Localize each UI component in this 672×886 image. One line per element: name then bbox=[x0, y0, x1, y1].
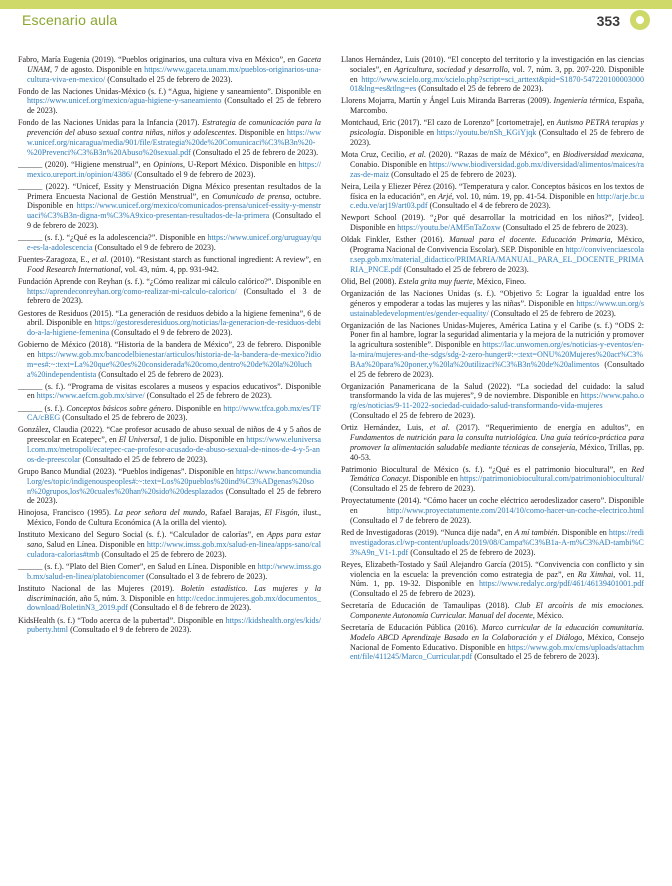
reference-text: Gobierno de México (2018). “Historia de la bandera de México”, 23 de febrero. Disponible en bbox=[18, 340, 321, 359]
reference-text: Secretaría de Educación Pública (2016). bbox=[341, 623, 482, 633]
reference-text: González, Claudia (2022). “Cae profesor acusado de abuso sexual de niños de 4 y 5 años de preescolar en Ecatepec”, en bbox=[18, 425, 321, 445]
reference-entry bbox=[341, 118, 644, 147]
reference-entry bbox=[18, 309, 321, 338]
reference-text: Patrimonio Biocultural de México (s. f.). “¿Qué es el patrimonio biocultural”, en bbox=[341, 464, 632, 474]
reference-italic-title: Manual para el docente. Educación Primaria bbox=[449, 235, 611, 245]
reference-text: (Consultado el 25 de febrero de 2023). bbox=[60, 413, 188, 423]
reference-italic-title: Fundamentos de nutrición para la consulta nutriológica. Una guía teórico-práctica para promover la alimentación saludable mediante técnicas de consejería bbox=[350, 432, 644, 452]
reference-italic-title: Boletín estadístico. Las mujeres y la discriminación bbox=[27, 583, 321, 603]
reference-text: , 1 de julio. Disponible en bbox=[159, 435, 247, 445]
reference-text: (Consultado el 25 de febrero de 2023). bbox=[408, 547, 536, 557]
reference-entry bbox=[18, 182, 321, 231]
reference-text: Red de Investigadoras (2019). “Nunca dije nada”, en bbox=[341, 528, 515, 538]
reference-link[interactable]: https://www.bancomundial.org/es/topic/indigenouspeoples#:~:text=Los%20pueblos%20ind%C3%ADgenas%20son%20grupos,los%20cuales%20han%20sido%20desplazados bbox=[27, 466, 321, 496]
reference-entry bbox=[18, 584, 321, 613]
reference-text: (2010). “Resistant starch as functional ingredient: A review”, en bbox=[108, 254, 321, 264]
reference-italic-title: Red Temática Conacyt bbox=[350, 464, 644, 484]
reference-text: , México, Trillas, pp. 40-53. bbox=[350, 442, 644, 462]
reference-text: Oldak Finkler, Esther (2016). bbox=[341, 235, 450, 245]
reference-entry bbox=[341, 182, 644, 211]
reference-text: Neira, Leila y Eliezer Pérez (2016). “Temperatura y calor. Conceptos básicos en los textos de física en la educación”, en bbox=[341, 181, 644, 201]
reference-text: Proyectatumente (2014). “Cómo hacer un coche eléctrico aerodeslizador casero”. Disponible en bbox=[341, 496, 644, 516]
reference-text: (Consultado el 25 de febrero de 2023). bbox=[190, 147, 319, 157]
reference-text: (Consultado el 25 de febrero de 2023). bbox=[144, 391, 272, 401]
reference-text: (Consultado el 25 de febrero de 2023). bbox=[488, 308, 616, 318]
reference-text: ______ (s. f.). “¿Qué es la adolescencia?”. Disponible en bbox=[18, 233, 208, 243]
reference-link[interactable]: https://redinvestigadoras.cl/wp-content/uploads/2019/08/Campa%C3%B1a-A-m%C3%AD-tambi%C3%A9n_V1-1.pdf bbox=[350, 528, 644, 557]
references-left-column bbox=[18, 55, 321, 637]
reference-text: (Consultado el 9 de febrero de 2023). bbox=[132, 169, 256, 179]
reference-link[interactable]: https://mexico.ureport.in/opinion/4386/ bbox=[27, 159, 321, 179]
reference-text: Olid, Bel (2008). bbox=[341, 276, 399, 286]
reference-text: (Consultado el 25 de febrero de 2023). bbox=[96, 369, 224, 379]
reference-link[interactable]: https://www.unicef.org/mexico/agua-higiene-y-saneamiento bbox=[27, 96, 222, 106]
reference-italic-title: Food Research International bbox=[27, 264, 121, 274]
reference-link[interactable]: https://www.unicef.org/nicaragua/media/901/file/Estrategia%20de%20Comunicaci%C3%B3n%20-%20Prevenci%C3%B3n%20Abuso%20sexual.pdf bbox=[27, 128, 321, 157]
reference-link[interactable]: https://www.aefcm.gob.mx/sirve/ bbox=[36, 391, 145, 401]
reference-entry bbox=[341, 277, 644, 287]
reference-text: , Rafael Barajas, bbox=[205, 508, 265, 518]
reference-link[interactable]: https://www.unicef.org/mexico/comunicados-prensa/unicef-essity-y-menstruaci%C3%B3n-digna-m%C3%A9xico-presentan-resultados-de-la-primera bbox=[27, 201, 321, 221]
reference-text: Secretaría de Educación de Tamaulipas (2018). bbox=[341, 601, 515, 611]
reference-text: (Consultado el 25 de febrero de 2023). bbox=[472, 652, 600, 662]
reference-entry bbox=[18, 467, 321, 506]
reference-text: (Consultado el 3 de febrero de 2023). bbox=[27, 286, 321, 306]
reference-text: (Consultado el 9 de febrero de 2023). bbox=[109, 328, 233, 338]
references-body bbox=[18, 55, 654, 875]
reference-text: Montchaud, Eric (2017). “El cazo de Lorenzo” [cortometraje], en bbox=[341, 118, 557, 128]
reference-entry bbox=[341, 623, 644, 662]
reference-text: (Consultado el 4 de febrero de 2023). bbox=[427, 201, 551, 211]
reference-text: Llanos Hernández, Luis (2010). “El concepto del territorio y la investigación en las ciencias sociales”, en bbox=[341, 55, 644, 74]
reference-link[interactable]: https://www.un.org/sustainabledevelopment/es/gender-equality/ bbox=[350, 298, 644, 318]
reference-link[interactable]: https://youtu.be/nSh_KGiYjqk bbox=[436, 128, 537, 138]
reference-italic-title: et al. bbox=[409, 150, 427, 160]
reference-entry bbox=[18, 382, 321, 402]
reference-text: (Consultado el 3 de febrero de 2023). bbox=[144, 571, 268, 581]
reference-text: Instituto Nacional de las Mujeres (2019). bbox=[18, 583, 181, 593]
reference-text: (Consultado el 25 de febrero de 2023). bbox=[350, 484, 476, 494]
reference-text: Organización Panamericana de la Salud (2022). “La sociedad del cuidado: la salud transformando la vida de las mujeres”, 9 de noviembre. Disponible en bbox=[341, 381, 644, 401]
reference-italic-title: Arjé bbox=[437, 191, 452, 201]
reference-text: ______ (s. f.). “Programa de visitas escolares a museos y espacios educativos”. Disponible en bbox=[18, 381, 321, 401]
reference-italic-title: Biodiversidad mexicana bbox=[562, 150, 642, 160]
reference-entry bbox=[341, 601, 644, 621]
reference-text: (Consultado el 25 de febrero de 2023). bbox=[500, 223, 628, 233]
reference-italic-title: et al. bbox=[91, 254, 109, 264]
reference-text: (Consultado el 25 de febrero de 2023). bbox=[80, 454, 208, 464]
reference-link[interactable]: https://www.redalyc.org/pdf/461/46139401001.pdf bbox=[478, 579, 644, 589]
reference-link[interactable]: https://aprendeconreyhan.org/como-realizar-mi-calculo-calorico/ bbox=[27, 286, 237, 296]
reference-text: (2017). “Requerimiento de energía en adultos”, en bbox=[449, 423, 644, 433]
reference-entry bbox=[341, 382, 644, 421]
reference-italic-title: Club El arcoíris de mis emociones. Componente Autonomía Curricular. Manual del docente bbox=[350, 601, 645, 620]
reference-entry bbox=[341, 289, 644, 318]
reference-italic-title: Gaceta UNAM bbox=[27, 55, 321, 74]
reference-text: Fondo de las Naciones Unidas-México (s. f.) “Agua, higiene y saneamiento”. Disponible en bbox=[18, 86, 321, 96]
reference-entry bbox=[18, 255, 321, 275]
reference-text: (Consultado el 25 de febrero de 2023). bbox=[27, 486, 321, 506]
reference-text: , México. bbox=[532, 610, 564, 620]
reference-text: , año 5, núm. 3. Disponible en bbox=[75, 593, 177, 603]
reference-text: ______ (s. f.). bbox=[18, 403, 67, 413]
reference-text: ______ (2020). “Higiene menstrual”, en bbox=[18, 159, 154, 169]
reference-text: , España, Marcombo. bbox=[350, 96, 644, 116]
reference-entry bbox=[341, 321, 644, 380]
reference-text: (Consultado el 25 de febrero de 2023). bbox=[27, 96, 321, 116]
reference-text: (Consultado el 25 de febrero de 2023). bbox=[401, 264, 529, 274]
reference-italic-title: et al. bbox=[429, 423, 450, 433]
reference-text: Llorens Mojarra, Martín y Ángel Luis Miranda Barreras (2009). bbox=[341, 96, 554, 106]
reference-link[interactable]: https://www.unicef.org/uruguay/que-es-la-adolescencia bbox=[27, 233, 321, 252]
reference-link[interactable]: https://lac.unwomen.org/es/noticias-y-eventos/en-la-mira/mujeres-and-the-sdgs/sdg-2-zero-hunger#:~:text=ONU%20Mujeres%20act%C3%BAa%20para%20poner,y%20la%20utilizaci%C3%B3n%20de%20alimentos bbox=[350, 340, 644, 369]
reference-text: , 7 de agosto. Disponible en bbox=[49, 64, 145, 74]
reference-link[interactable]: http://www.imss.gob.mx/salud-en-linea/apps-sano/calculadora-calorias#tmb bbox=[27, 540, 321, 559]
reference-text: Grupo Banco Mundial (2023). “Pueblos indígenas”. Disponible en bbox=[18, 466, 236, 476]
reference-link[interactable]: http://convivenciaescolar.sep.gob.mx/material_didactico/PRIMARIA/MANUAL_PARA_EL_DOCENTE_PRIMARIA_PNCE.pdf bbox=[350, 245, 645, 274]
reference-link[interactable]: https://www.gob.mx/bancodelbienestar/articulos/historia-de-la-bandera-de-mexico?idiom=es#:~:text=La%20que%20es%20considerada%20como,dentro%20de%20la%20lucha%20independentista bbox=[27, 349, 321, 379]
reference-entry bbox=[341, 235, 644, 274]
reference-italic-title: Opinions bbox=[153, 159, 183, 169]
reference-link[interactable]: https://youtu.be/AMf5nTaZoxw bbox=[397, 223, 501, 233]
reference-text: Fondo de las Naciones Unidas para la Infancia (2017). bbox=[18, 118, 203, 128]
reference-text: Mota Cruz, Cecilio, bbox=[341, 150, 410, 160]
reference-text: (Consultado el 9 de febrero de 2023). bbox=[68, 625, 192, 635]
section-title: Escenario aula bbox=[22, 12, 118, 28]
reference-italic-title: El Universal bbox=[118, 435, 160, 445]
reference-entry bbox=[18, 508, 321, 528]
reference-text: . Disponible en bbox=[557, 528, 609, 538]
reference-italic-title: Marco curricular de la educación comunitaria. Modelo ABCD Aprendizaje Basado en la Colaboración y el Diálogo bbox=[350, 623, 644, 642]
reference-text: Newport School (2019). “¿Por qué desarrollar la motricidad en los niños?”, [video]. Disponible en bbox=[341, 213, 644, 233]
references-right-column bbox=[341, 55, 644, 665]
reference-text: . Disponible en bbox=[383, 128, 437, 138]
reference-entry bbox=[18, 562, 321, 582]
reference-entry bbox=[341, 213, 644, 233]
reference-text: , Conabio. Disponible en bbox=[350, 150, 644, 169]
reference-entry bbox=[18, 404, 321, 424]
reference-link[interactable]: https://patrimoniobiocultural.com/patrimoniobiocultural/ bbox=[459, 474, 644, 484]
reference-link[interactable]: http://www.imss.gob.mx/salud-en-linea/platobiencomer bbox=[27, 562, 321, 581]
reference-text: Instituto Mexicano del Seguro Social (s. f.). “Calculador de calorías”, en bbox=[18, 530, 268, 540]
reference-text: Fuentes-Zaragoza, E., bbox=[18, 254, 92, 264]
reference-entry bbox=[18, 118, 321, 157]
reference-italic-title: Agricultura, sociedad y desarrollo bbox=[394, 64, 508, 74]
reference-link[interactable]: https://www.gaceta.unam.mx/pueblos-originarios-una-cultura-viva-en-mexico/ bbox=[27, 64, 321, 84]
reference-entry bbox=[18, 233, 321, 253]
reference-link[interactable]: https://www.paho.org/es/noticias/9-11-2022-sociedad-cuidado-salud-transformando-vida-mujeres bbox=[350, 391, 644, 411]
page-number: 353 bbox=[596, 13, 620, 29]
reference-text: (Consultado el 25 de febrero de 2023). bbox=[389, 169, 517, 179]
reference-italic-title: A mí también bbox=[514, 528, 558, 538]
reference-link[interactable]: https://www.gob.mx/cms/uploads/attachment/file/411245/Marco_Curricular.pdf bbox=[350, 642, 644, 662]
reference-text: , ilust., México, Fondo de Cultura Económica (A la orilla del viento). bbox=[27, 508, 321, 528]
reference-text: (Consultado el 25 de febrero de 2023). bbox=[105, 74, 233, 84]
reference-text: Hinojosa, Francisco (1995). bbox=[18, 508, 115, 518]
reference-text: Organización de las Naciones Unidas (s. f.). “Objetivo 5: Lograr la igualdad entre los géneros y empoderar a todas las mujeres y las niñas”. Disponible en bbox=[341, 288, 644, 308]
reference-link[interactable]: https://gestoresderesiduos.org/noticias/la-generacion-de-residuos-debido-a-la-higiene-femenina bbox=[27, 318, 321, 338]
reference-entry bbox=[341, 55, 644, 94]
reference-entry bbox=[18, 87, 321, 116]
reference-entry bbox=[341, 423, 644, 462]
reference-text: (Consultado el 9 de febrero de 2023). bbox=[27, 211, 321, 230]
reference-text: (Consultado el 25 de febrero de 2023). bbox=[350, 411, 476, 421]
reference-text: . Disponible en bbox=[234, 128, 287, 138]
reference-entry bbox=[18, 616, 321, 636]
reference-link[interactable]: https://www.biodiversidad.gob.mx/diversidad/alimentos/maices/razas-de-maiz bbox=[350, 159, 644, 179]
reference-text: (Consultado el 25 de febrero de 2023). bbox=[350, 589, 476, 599]
reference-text: Organización de las Naciones Unidas-Mujeres, América Latina y el Caribe (s. f.) “ODS 2: Poner fin al hambre, lograr la seguridad alimentaria y la mejora de la nutrición y promover la agricultura sostenible”. Disponible en bbox=[341, 320, 644, 350]
reference-entry bbox=[341, 496, 644, 525]
reference-text: ______ (2022). “Unicef, Essity y Menstruación Digna México presentan resultados de la Primera Encuesta Nacional de Gestión Menstrual”, en bbox=[18, 181, 321, 201]
reference-entry bbox=[18, 530, 321, 559]
page-header bbox=[0, 0, 672, 38]
reference-text: (Consultado el 25 de febrero de 2023). bbox=[99, 549, 227, 559]
reference-italic-title: Ingeniería térmica bbox=[553, 96, 615, 106]
reference-text: (Consultado el 7 de febrero de 2023). bbox=[350, 515, 472, 525]
reference-entry bbox=[341, 96, 644, 116]
reference-entry bbox=[18, 277, 321, 306]
reference-italic-title: Comunicado de prensa bbox=[212, 191, 290, 201]
reference-italic-title: Conceptos básicos sobre género bbox=[66, 403, 172, 413]
reference-text: Ortiz Hernández, Luis, bbox=[341, 423, 430, 433]
reference-entry bbox=[341, 560, 644, 599]
reference-text: Fabro, María Eugenia (2019). “Pueblos originarios, una cultura viva en México”, en bbox=[18, 55, 298, 64]
reference-link[interactable]: http://cedoc.inmujeres.gob.mx/documentos_download/BoletinN3_2019.pdf bbox=[27, 593, 321, 613]
reference-text: (Consultado el 25 de febrero de 2023). bbox=[416, 84, 544, 94]
reference-text: , vol. 43, núm. 4, pp. 931-942. bbox=[120, 264, 219, 274]
reference-text: , vol. 7, núm. 3, pp. 207-220. Disponible en bbox=[350, 64, 644, 84]
reference-link[interactable]: https://www.eluniversal.com.mx/metropoli/ecatepec-cae-profesor-acusado-de-abuso-sexual-de-ninos-de-4-y-5-anos-de-preescolar bbox=[27, 435, 322, 464]
reference-text: (Consultado el 8 de febrero de 2023). bbox=[127, 603, 252, 613]
reference-entry bbox=[18, 55, 321, 84]
reference-italic-title: Estela grita muy fuerte bbox=[398, 276, 473, 286]
reference-italic-title: La peor señora del mundo bbox=[114, 508, 206, 518]
reference-entry bbox=[341, 465, 644, 494]
reference-link[interactable]: http://www.scielo.org.mx/scielo.php?script=sci_arttext&pid=S1870-54722010000300001&lng=es&tlng=es bbox=[350, 74, 644, 94]
reference-text: , octubre. Disponible en bbox=[27, 191, 321, 211]
header-accent-band bbox=[0, 0, 672, 9]
reference-italic-title: Estrategia de comunicación para la prevención del abuso sexual contra niñas, niños y adolescentes bbox=[27, 118, 321, 138]
reference-italic-title: Apps para estar sano bbox=[27, 530, 321, 550]
reference-text: , Salud en Línea. Disponible en bbox=[42, 540, 147, 550]
reference-text: Reyes, Elizabeth-Tostado y Saúl Alejandro García (2015). “Convivencia con conflicto y sin violencia en la escuela: la prevención como estrategia de paz”, en bbox=[341, 559, 644, 579]
reference-text: (Consultado el 25 de febrero de 2023). bbox=[350, 359, 644, 379]
reference-link[interactable]: http://www.tfca.gob.mx/es/TFCA/cBEG bbox=[27, 403, 321, 423]
reference-text: . Disponible en bbox=[408, 474, 460, 484]
reference-text: KidsHealth (s. f.) “Todo acerca de la pubertad”. Disponible en bbox=[18, 615, 226, 625]
reference-entry bbox=[341, 150, 644, 179]
reference-text: (2020). “Razas de maíz de México”, en bbox=[426, 150, 563, 160]
reference-text: (Consultado el 25 de febrero de 2023). bbox=[350, 128, 644, 147]
reference-text: , México, Fineo. bbox=[472, 276, 527, 286]
reference-text: Gestores de Residuos (2015). “La generación de residuos debido a la higiene femenina”, 6 de abril. Disponible en bbox=[18, 308, 321, 328]
reference-italic-title: El Fisgón bbox=[264, 508, 298, 518]
reference-entry bbox=[18, 340, 321, 379]
reference-link[interactable]: http://arje.bc.uc.edu.ve/arj19/art03.pdf bbox=[350, 191, 644, 211]
reference-text: , México, (Programa Nacional de Convivencia Escolar). SEP. Disponible en bbox=[350, 235, 644, 255]
reference-entry bbox=[341, 528, 644, 557]
reference-text: , U-Report México. Disponible en bbox=[182, 159, 299, 169]
reference-italic-title: Ra Ximhai bbox=[577, 569, 614, 579]
reference-entry bbox=[18, 425, 321, 464]
reference-italic-title: Autismo PETRA terapias y psicología bbox=[350, 118, 644, 138]
reference-text: (Consultado el 9 de febrero de 2023). bbox=[92, 242, 216, 252]
reference-entry bbox=[18, 160, 321, 180]
reference-text: , México, Consejo Nacional de Fomento Educativo. Disponible en bbox=[350, 632, 644, 652]
reference-link[interactable]: http://www.proyectatumente.com/2014/10/como-hacer-un-coche-electrico.html bbox=[386, 506, 644, 516]
reference-text: Fundación Aprende con Reyhan (s. f.). “¿Cómo realizar mi cálculo calórico?”. Disponible en bbox=[18, 276, 321, 286]
page-badge-icon bbox=[630, 10, 650, 30]
reference-text: . Disponible en bbox=[171, 403, 224, 413]
reference-link[interactable]: https://kidshealth.org/es/kids/puberty.html bbox=[27, 615, 321, 635]
reference-text: , vol. 11, Núm. 1, pp. 19-32. Disponible en bbox=[350, 569, 644, 589]
reference-text: ______ (s. f.). “Plato del Bien Comer”, en Salud en Línea. Disponible en bbox=[18, 562, 258, 571]
reference-text: , vol. 10, núm. 19, pp. 41-54. Disponible en bbox=[451, 191, 597, 201]
